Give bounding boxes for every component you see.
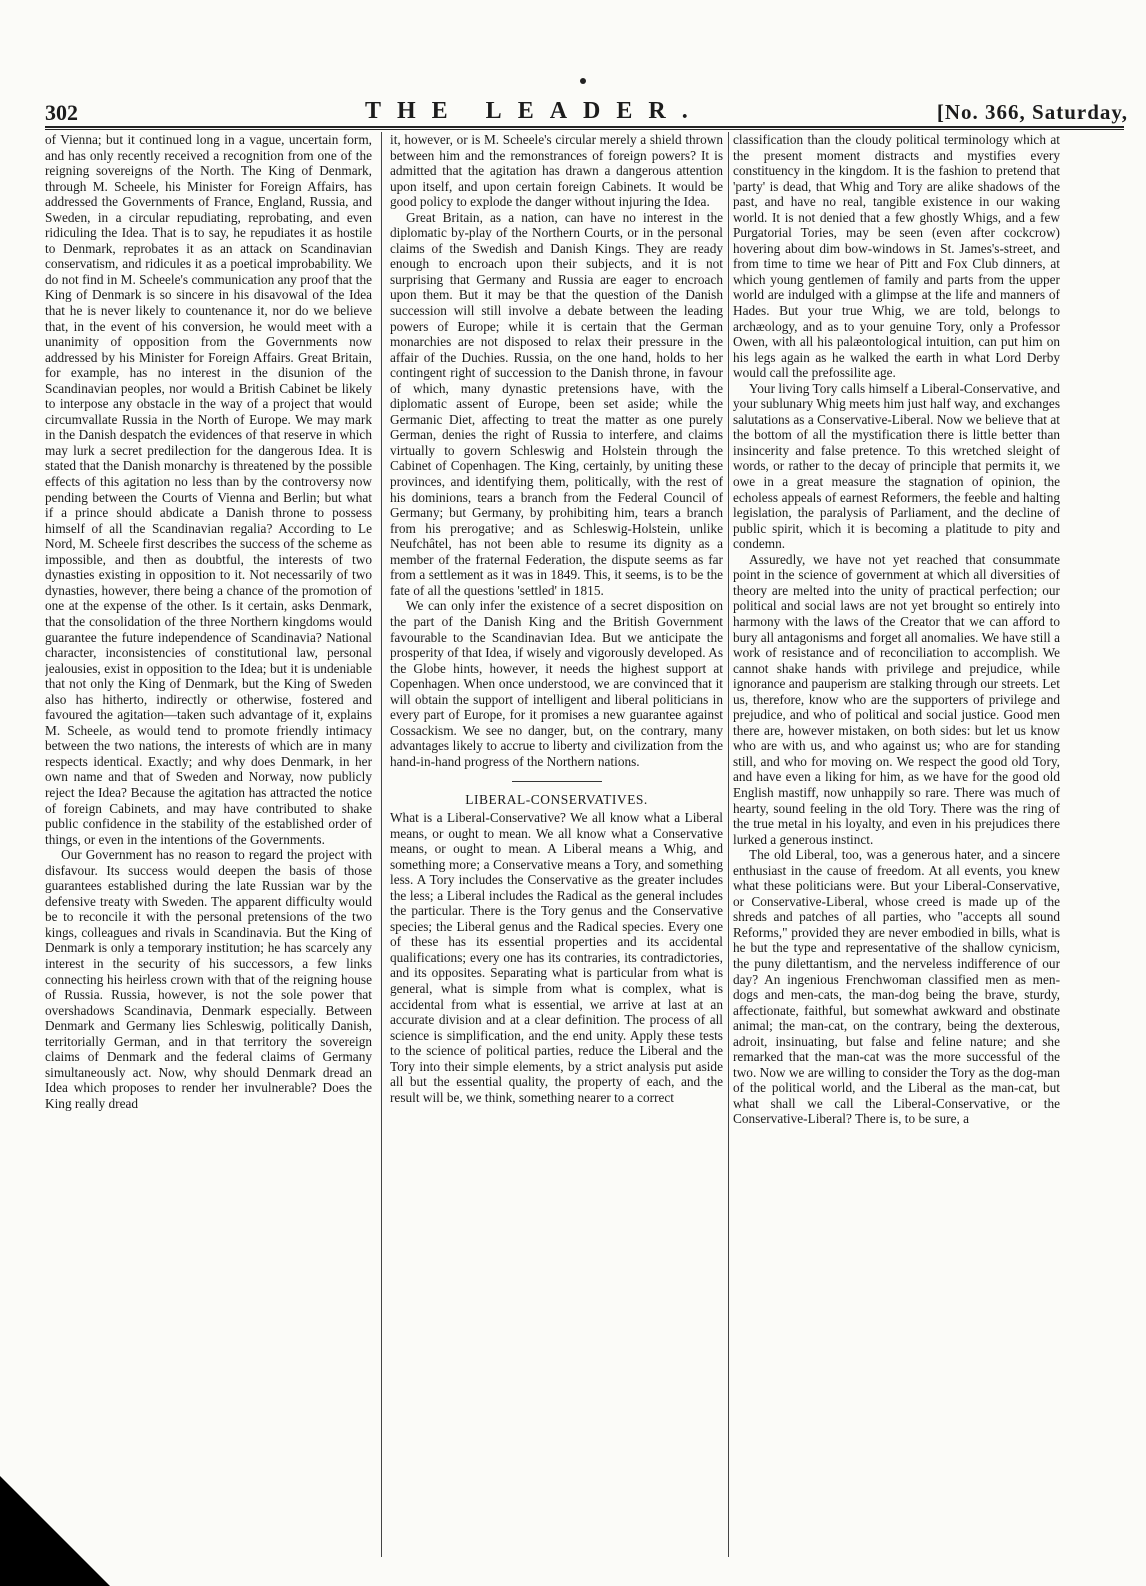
paragraph: Your living Tory calls himself a Liberal-Conservative, and your sublunary Whig meets him just half way, and exchanges salutations as a Conservative-Liberal. Now we believe that at the bottom of all the mystification there is little better than insincerity and false pretence. To this wretched sleight of words, or rather to the decay of principle that permits it, we owe in a great measure the stagnation of opinion, the echoless appeals of earnest Reformers, the feeble and halting legislation, the paralysis of Parliament, and the decline of public spirit, which it is becoming a platitude to pity and condemn.: [733, 380, 1060, 552]
paragraph: What is a Liberal-Conservative? We all know what a Liberal means, or ought to mean. We all know what a Conservative means, or ought to mean. A Liberal means a Whig, and something more; a Conservative means a Tory, and something less. A Tory includes the Conservative as the greater includes the less; a Liberal includes the Radical as the general includes the particular. There is the Tory genus and the Conservative species; the Liberal genus and the Radical species. Every one of these has its essential properties and its accidental qualifications; every one has its contraries, its contradictories, and its opposites. Separating what is particular from what is general, what is simple from what is complex, what is accidental from what is essential, we arrive at last at an accurate division and at a clear definition. The process of all science is simplification, and the end unity. Apply these tests to the science of political parties, reduce the Liberal and the Tory into their simple elements, by a strict analysis put aside all but the essential quality, the property of each, and the result will be, we think, something nearer to a correct: [390, 809, 723, 1105]
header-rule: [45, 126, 1124, 128]
paragraph: Assuredly, we have not yet reached that consummate point in the science of government at which all diversities of theory are melted into the unity of practical perfection; our political and social laws are not yet brought so entirely into harmony with the laws of the Creator that we can afford to bury all antagonisms and forget all anomalies. We have still a work of resistance and of reconciliation to accomplish. We cannot shake hands with privilege and prejudice, while ignorance and pauperism are stalking through our streets. Let us, therefore, know who are the supporters of privilege and prejudice, and who of political and social justice. Good men there are, however mistaken, on both sides: but let us know who are with us, and who against us; who are for standing still, and who for moving on. We respect the good old Tory, and have even a liking for him, as we have for the good old English mastiff, now unhappily so rare. There was much of hearty, sound feeling in the old Tory. There was the ring of the true metal in his loyalty, and even in his prejudices there lurked a generous instinct.: [733, 551, 1060, 847]
column-divider: [381, 132, 382, 1557]
issue-label: [No. 366, Saturday,: [936, 100, 1128, 124]
newspaper-title: THE LEADER.: [365, 98, 704, 124]
page-header: [45, 96, 1128, 130]
paragraph: Great Britain, as a nation, can have no interest in the diplomatic by-play of the Northern Courts, or in the personal claims of the Swedish and Danish Kings. They are ready enough to encroach upon their subjects, and it is not surprising that Germany and Russia are eager to encroach upon them. But it may be that the question of the Danish succession will still involve a debate between the leading powers of Europe; while it is certain that the German monarchies are not disposed to relax their pressure in the affair of the Duchies. Russia, on the one hand, holds to her contingent right of succession to the Danish throne, in favour of which, many dynastic pretensions have, with the diplomatic assent of Europe, been set aside; while the Germanic Diet, affecting to treat the matter as one purely German, denies the right of Russia to interfere, and claims virtually to govern Schleswig and Holstein through the Cabinet of Copenhagen. The King, certainly, by uniting these provinces, and identifying them, politically, with the rest of his dominions, tears a branch from the Federal Council of Germany; but Germany, by prohibiting him, tears a branch from his prerogative; and as Schleswig-Holstein, unlike Neufchâtel, has not been able to resume its dignity as a member of the fraternal Federation, the dispute seems as far from a settlement as it was in 1849. This, it seems, is to be the fate of all the questions 'settled' in 1815.: [390, 209, 723, 598]
header-rule-thin: [45, 129, 1124, 130]
column-1: [45, 132, 372, 1557]
column-divider: [728, 132, 729, 1557]
column-3: [733, 132, 1060, 1557]
page-number: 302: [45, 100, 78, 125]
paragraph: of Vienna; but it continued long in a vague, uncertain form, and has only recently received a recognition from one of the reigning sovereigns of the North. The King of Denmark, through M. Scheele, his Minister for Foreign Affairs, has addressed the Governments of France, England, Russia, and Sweden, in a circular repudiating, reprobating, and even ridiculing the Idea. That is to say, he repudiates it as hostile to Denmark, reprobates it as an attack on Scandinavian conservatism, and ridicules it as a poetical improbability. We do not find in M. Scheele's communication any proof that the King of Denmark is so sincere in his disavowal of the Idea that he is never likely to countenance it, nor do we believe that, in the event of his conversion, he would meet with a unanimity of opposition from the Governments now addressed by his Minister for Foreign Affairs. Great Britain, for example, has no interest in the disunion of the Scandinavian peoples, nor would a British Cabinet be likely to interpose any obstacle in the way of a project that would circumvallate Russia in the North of Europe. We may mark in the Danish despatch the evidences of that reserve in which may lurk a secret predilection for the dangerous Idea. It is stated that the Danish monarchy is threatened by the possible effects of this agitation no less than by the controversy now pending between the Courts of Vienna and Berlin; but what if a prince should abdicate a Danish throne to possess himself of all the Scandinavian regalia? According to Le Nord, M. Scheele first describes the success of the scheme as impossible, and then as doubtful, the interests of two dynasties existing in opposition to it. Not necessarily of two dynasties, however, there being a chance of the promotion of one at the expense of the other. Is it certain, asks Denmark, that the consolidation of the three Northern kingdoms would guarantee the future independence of Scandinavia? National character, inconsistencies of constitutional law, personal jealousies, exist in opposition to the Idea; but it is undeniable that not only the King of Denmark, but the King of Sweden also has hitherto, indirectly or otherwise, fostered and favoured the agitation—taken such advantage of it, explains M. Scheele, as would tend to promote friendly intimacy between the two nations, the interests of which are in many respects identical. Exactly; and why does Denmark, in her own name and that of Sweden and Norway, now publicly reject the Idea? Because the agitation has attracted the notice of foreign Cabinets, and may have contributed to shake public confidence in the stability of the established order of things, or even in the intentions of the Governments.: [45, 132, 372, 847]
paragraph: Our Government has no reason to regard the project with disfavour. Its success would deepen the basis of those guarantees established during the late Russian war by the defensive treaty with Sweden. The apparent difficulty would be to reconcile it with the personal pretensions of the two kings, colleagues and rivals in Scandinavia. But the King of Denmark is only a temporary institution; he has scarcely any interest in the security of his successors, a few links connecting his heirless crown with that of the reigning house of Russia. Russia, however, is not the sole power that overshadows Scandinavia, Denmark especially. Between Denmark and Germany lies Schleswig, politically Danish, territorially German, and in that territory the sovereign claims of Denmark and the federal claims of Germany simultaneously act. Now, why should Denmark dread an Idea which proposes to render her invulnerable? Does the King really dread: [45, 847, 372, 1111]
paragraph: We can only infer the existence of a secret disposition on the part of the Danish King and the British Government favourable to the Scandinavian Idea. But we anticipate the prosperity of that Idea, if wisely and vigorously developed. As the Globe hints, however, it needs the highest support at Copenhagen. When once understood, we are convinced that it will obtain the support of intelligent and liberal politicians in every part of Europe, for it promises a new guarantee against Cossackism. We see no danger, but, on the contrary, many advantages likely to accrue to liberty and civilization from the hand-in-hand progress of the Northern nations.: [390, 598, 723, 769]
ink-speck: [580, 78, 586, 84]
section-rule: [512, 781, 602, 782]
article-heading: LIBERAL-CONSERVATIVES.: [465, 792, 648, 808]
column-2: [390, 132, 723, 1557]
paragraph: classification than the cloudy political terminology which at the present moment distracts and mystifies every constituency in the kingdom. It is the fashion to pretend that 'party' is dead, that Whig and Tory are alike shadows of the past, and have no real, tangible existence in our waking world. It is not denied that a few ghostly Whigs, and a few Purgatorial Tories, may be seen (even after cockcrow) hovering about dim bow-windows in St. James's-street, and from time to time we hear of Pitt and Fox Club dinners, at which young gentlemen of family and parts from the upper world are indulged with a glimpse at the life and manners of Hades. But your true Whig, we are told, belongs to archæology, and as to your genuine Tory, only a Professor Owen, with all his palæontological intuition, can put him on his legs again as he walked the earth in what Lord Derby would call the prefossilite age.: [733, 132, 1060, 381]
scan-corner-shadow: [0, 1476, 110, 1586]
paragraph: The old Liberal, too, was a generous hater, and a sincere enthusiast in the cause of freedom. At all events, you knew what these politicians were. But your Liberal-Conservative, or Conservative-Liberal, whose creed is made up of the shreds and patches of all parties, who "accepts all sound Reforms," provided they are never embodied in bills, what is he but the type and representative of the shallow cynicism, the puny dilettantism, and the nerveless indifference of our day? An ingenious Frenchwoman classified men as men-dogs and men-cats, the man-dog being the brave, sturdy, affectionate, faithful, but somewhat awkward and obstinate animal; the man-cat, on the contrary, being the dexterous, adroit, insinuating, but false and feline nature; and she remarked that the man-cat was the more successful of the two. Now we are willing to consider the Tory as the dog-man of the political world, and the Liberal as the man-cat, but what shall we call the Liberal-Conservative, or the Conservative-Liberal? There is, to be sure, a: [733, 847, 1060, 1127]
paragraph: it, however, or is M. Scheele's circular merely a shield thrown between him and the remonstrances of foreign powers? It is admitted that the agitation has drawn a dangerous attention upon itself, and upon certain foreign Cabinets. It would be good policy to explode the danger without injuring the Idea.: [390, 132, 723, 210]
